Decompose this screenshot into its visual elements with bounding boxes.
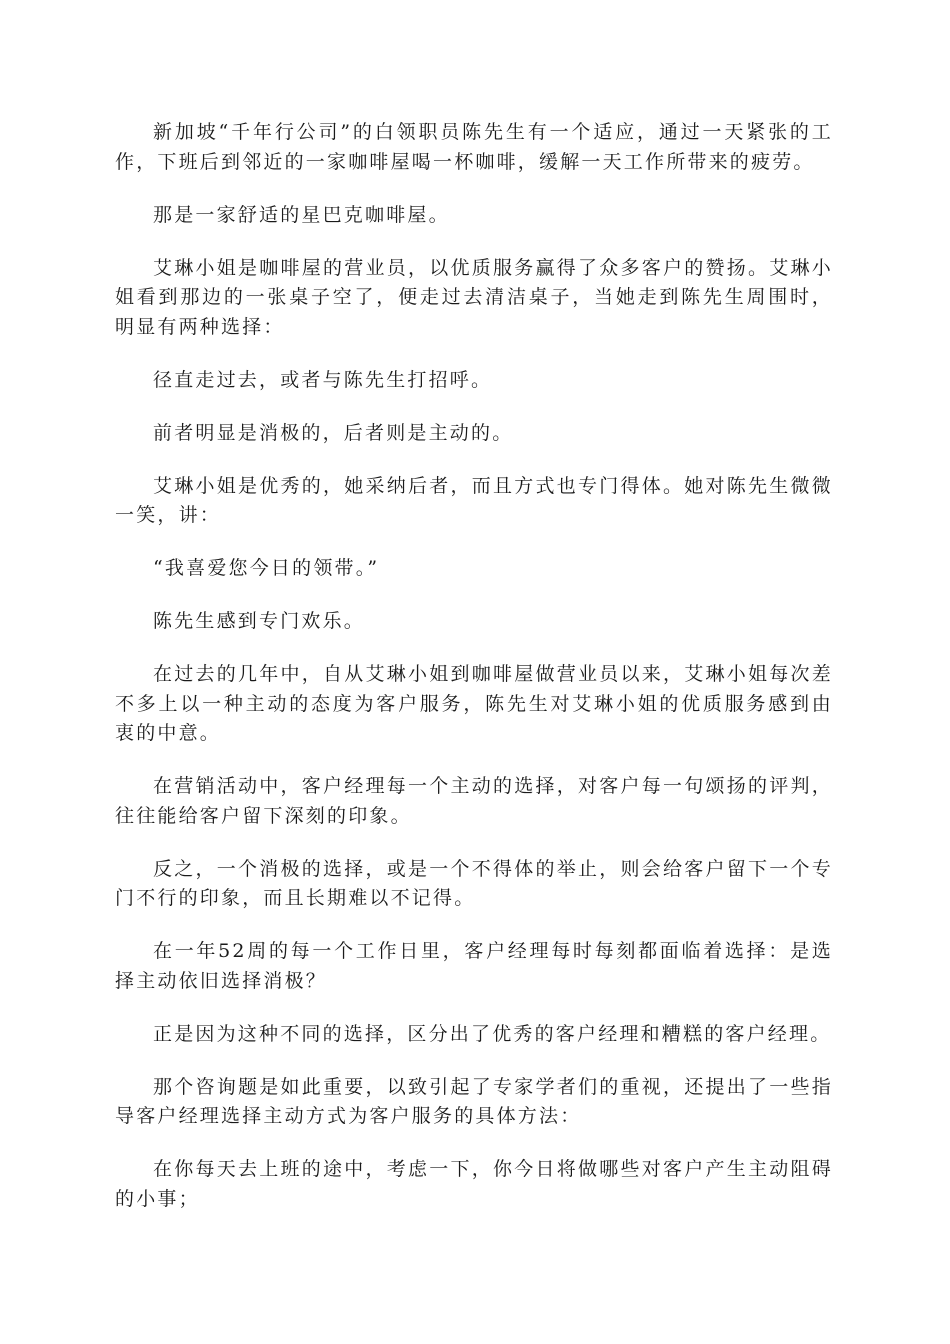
paragraph: 在营销活动中，客户经理每一个主动的选择，对客户每一句颂扬的评判，往往能给客户留下深刻的印象。 — [115, 775, 833, 827]
paragraph: “我喜爱您今日的领带。” — [153, 557, 380, 579]
document-body — [115, 118, 833, 1238]
paragraph: 反之，一个消极的选择，或是一个不得体的举止，则会给客户留下一个专门不行的印象，而且长期难以不记得。 — [115, 857, 833, 909]
paragraph: 在你每天去上班的途中，考虑一下，你今日将做哪些对客户产生主动阻碍的小事； — [115, 1158, 833, 1210]
paragraph: 正是因为这种不同的选择，区分出了优秀的客户经理和糟糕的客户经理。 — [153, 1022, 832, 1045]
paragraph: 在一年52周的每一个工作日里，客户经理每时每刻都面临着选择：是选择主动依旧选择消极？ — [115, 940, 833, 992]
paragraph: 径直走过去，或者与陈先生打招呼。 — [153, 368, 493, 391]
paragraph: 前者明显是消极的，后者则是主动的。 — [153, 421, 514, 444]
paragraph: 陈先生感到专门欢乐。 — [153, 610, 366, 632]
paragraph: 那个咨询题是如此重要，以致引起了专家学者们的重视，还提出了一些指导客户经理选择主动方式为客户服务的具体方法： — [115, 1075, 833, 1127]
paragraph: 艾琳小姐是咖啡屋的营业员，以优质服务赢得了众多客户的赞扬。艾琳小姐看到那边的一张桌子空了，便走过去清洁桌子，当她走到陈先生周围时，明显有两种选择： — [115, 256, 833, 338]
paragraph: 那是一家舒适的星巴克咖啡屋。 — [153, 203, 450, 226]
paragraph: 艾琳小姐是优秀的，她采纳后者，而且方式也专门得体。她对陈先生微微一笑，讲： — [115, 474, 833, 526]
paragraph: 在过去的几年中，自从艾琳小姐到咖啡屋做营业员以来，艾琳小姐每次差不多上以一种主动的态度为客户服务，陈先生对艾琳小姐的优质服务感到由衷的中意。 — [115, 663, 833, 744]
paragraph: 新加坡“千年行公司”的白领职员陈先生有一个适应，通过一天紧张的工作，下班后到邻近的一家咖啡屋喝一杯咖啡，缓解一天工作所带来的疲劳。 — [115, 121, 833, 173]
